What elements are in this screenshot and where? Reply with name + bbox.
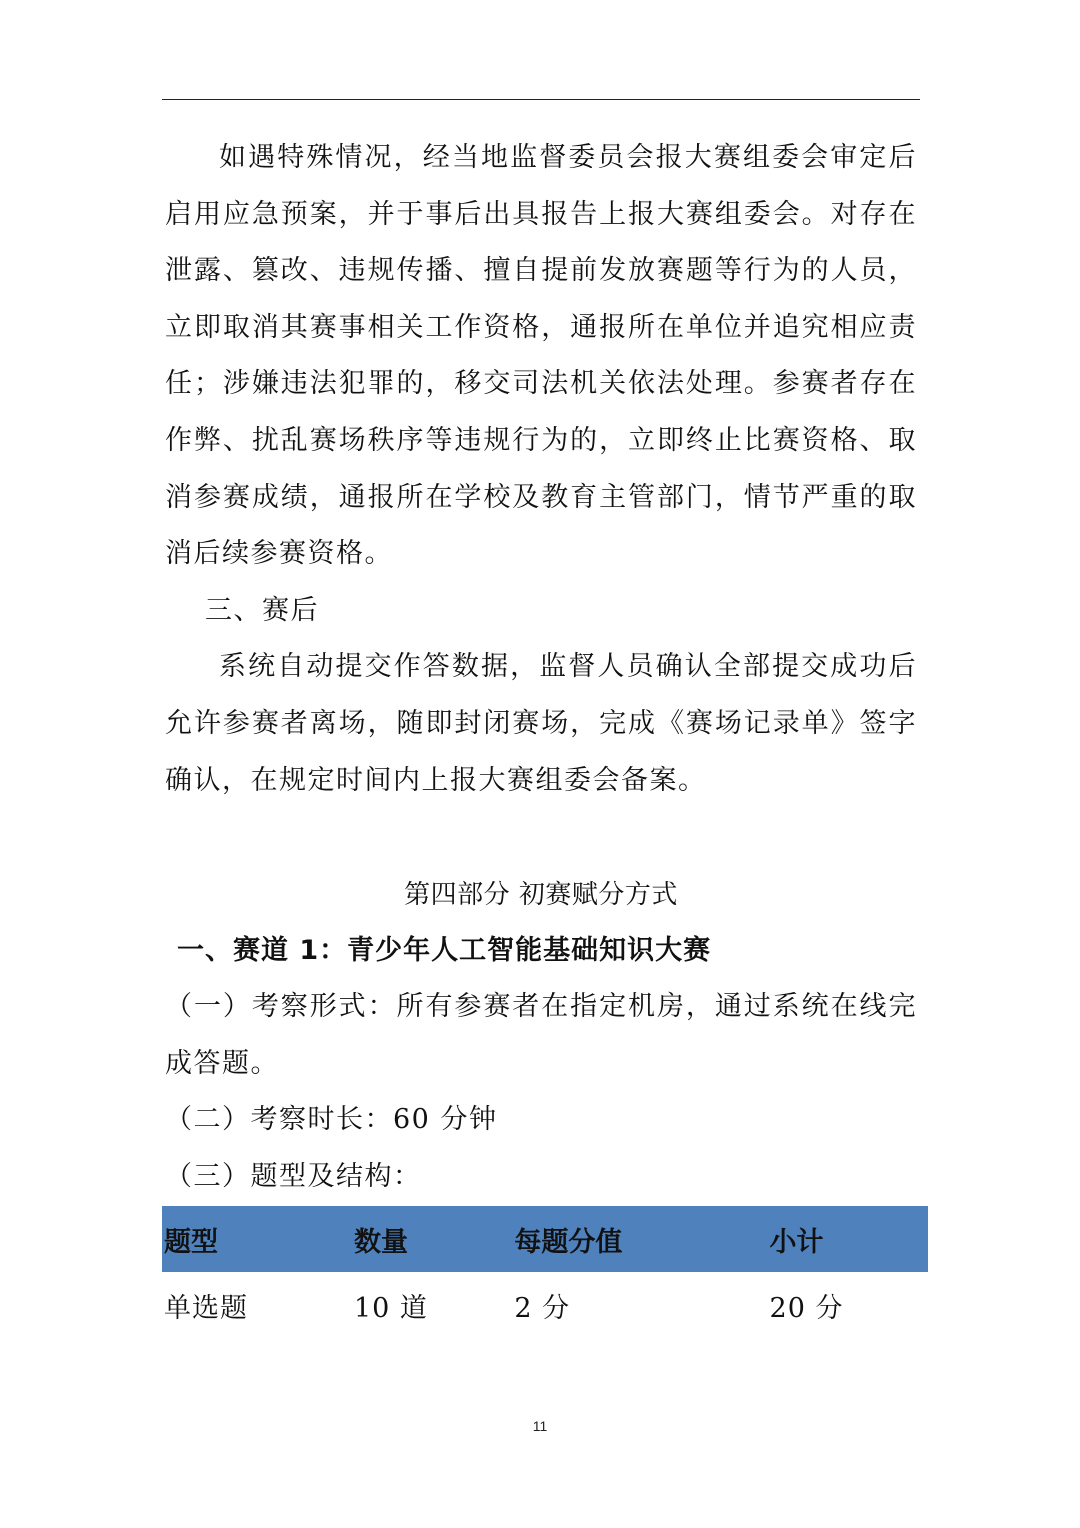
- section-heading-after-contest: 三、赛后: [205, 594, 319, 626]
- table-header-cell: 每题分值: [512, 1206, 767, 1272]
- table-cell: 20 分: [769, 1292, 844, 1324]
- page-content: [165, 130, 917, 1206]
- spacer: [165, 809, 917, 867]
- item-exam-form: （一）考察形式：所有参赛者在指定机房，通过系统在线完成答题。: [165, 991, 917, 1079]
- table-header-cell: 题型: [162, 1206, 352, 1272]
- table-cell: 2 分: [514, 1292, 571, 1324]
- table-cell: 10 道: [353, 1292, 428, 1324]
- track-heading: 一、赛道 1：青少年人工智能基础知识大赛: [177, 935, 712, 967]
- page-number: 11: [532, 1418, 548, 1434]
- table-cell: 单选题: [164, 1292, 248, 1324]
- paragraph-after-contest: 系统自动提交作答数据，监督人员确认全部提交成功后允许参赛者离场，随即封闭赛场，完成《赛场记录单》签字确认，在规定时间内上报大赛组委会备案。: [165, 651, 917, 796]
- item-exam-duration: （二）考察时长：60 分钟: [165, 1104, 498, 1136]
- part-title: 第四部分 初赛赋分方式: [404, 880, 678, 911]
- table-header-cell: 小计: [768, 1206, 928, 1272]
- header-rule: [162, 99, 920, 100]
- table-header-cell: 数量: [352, 1206, 512, 1272]
- table-header-row: [162, 1206, 928, 1272]
- item-question-structure: （三）题型及结构：: [165, 1160, 422, 1192]
- question-structure-table: [162, 1206, 928, 1338]
- table-row: [162, 1272, 928, 1338]
- paragraph-emergency: 如遇特殊情况，经当地监督委员会报大赛组委会审定后启用应急预案，并于事后出具报告上报大赛组委会。对存在泄露、篡改、违规传播、擅自提前发放赛题等行为的人员，立即取消其赛事相关工作资格，通报所在单位并追究相应责任；涉嫌违法犯罪的，移交司法机关依法处理。参赛者存在作弊、扰乱赛场秩序等违规行为的，立即终止比赛资格、取消参赛成绩，通报所在学校及教育主管部门，情节严重的取消后续参赛资格。: [165, 142, 917, 570]
